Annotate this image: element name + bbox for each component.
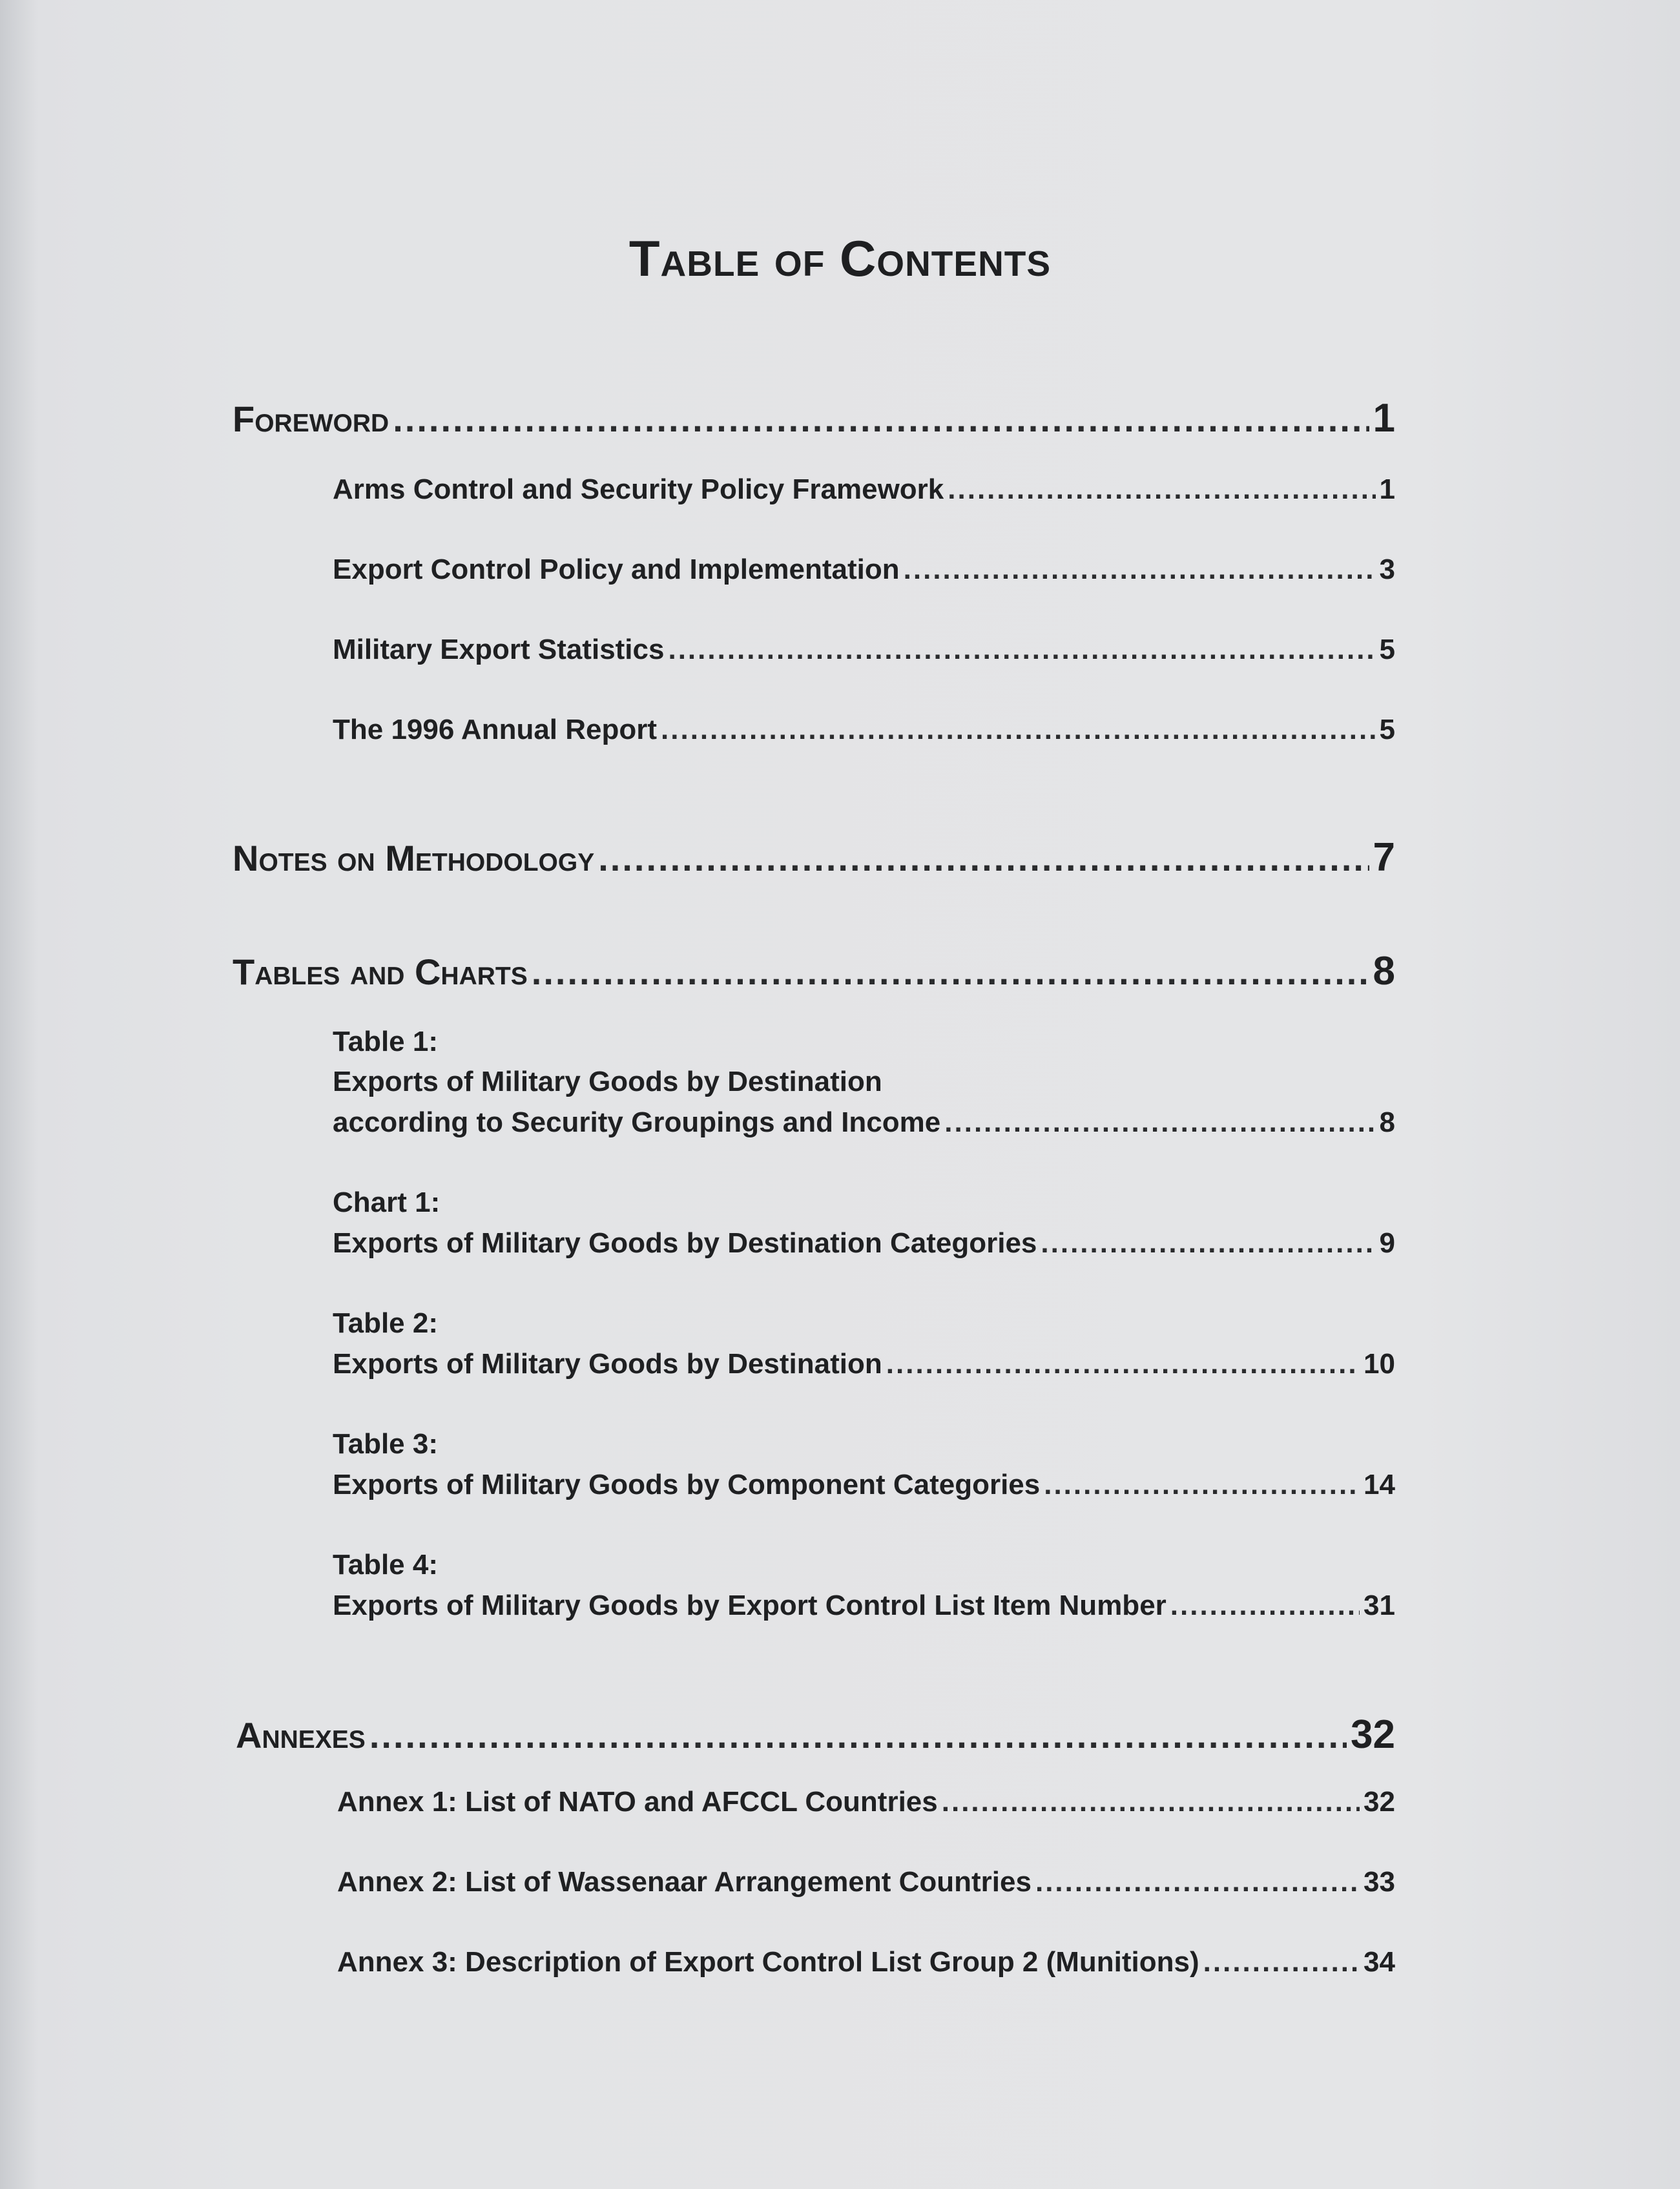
toc-label: Annexes: [236, 1715, 366, 1756]
dot-leader: [598, 837, 1369, 879]
toc-entry-annex2[interactable]: [337, 1866, 1395, 1898]
toc-label: Annex 1: List of NATO and AFCCL Countries: [337, 1786, 938, 1818]
toc-page-number: 33: [1364, 1866, 1395, 1898]
toc-entry-annexes[interactable]: [236, 1712, 1395, 1758]
dot-leader: [1044, 1469, 1360, 1501]
toc-entry-arms-control[interactable]: [333, 473, 1395, 506]
dot-leader: [369, 1714, 1347, 1756]
toc-label: Export Control Policy and Implementation: [333, 554, 900, 585]
dot-leader: [1041, 1227, 1375, 1260]
dot-leader: [1035, 1866, 1360, 1898]
toc-label: Arms Control and Security Policy Framework: [333, 473, 944, 505]
toc-entry-chart1[interactable]: [333, 1227, 1395, 1260]
dot-leader: [942, 1786, 1360, 1818]
toc-page-number: 14: [1364, 1469, 1395, 1500]
toc-page-number: 9: [1379, 1227, 1395, 1259]
toc-label: Tables and Charts: [233, 951, 528, 992]
toc-entry-table4[interactable]: [333, 1590, 1395, 1622]
toc-page-number: 7: [1373, 835, 1395, 880]
toc-page-number: 10: [1364, 1348, 1395, 1380]
toc-page-number: 5: [1379, 634, 1395, 665]
toc-label: according to Security Groupings and Income: [333, 1106, 941, 1138]
toc-page-number: 1: [1373, 396, 1395, 441]
toc-page-number: 31: [1364, 1590, 1395, 1621]
dot-leader: [886, 1348, 1360, 1380]
toc-label: Exports of Military Goods by Export Control List Item Number: [333, 1590, 1167, 1621]
toc-label: Annex 2: List of Wassenaar Arrangement Countries: [337, 1866, 1032, 1898]
toc-entry-annex1[interactable]: [337, 1786, 1395, 1818]
toc-page-number: 8: [1379, 1106, 1395, 1138]
toc-page-number: 8: [1373, 949, 1395, 993]
dot-leader: [532, 951, 1369, 993]
page-title: Table of Contents: [628, 230, 1052, 287]
toc-label: The 1996 Annual Report: [333, 714, 658, 745]
toc-label: Exports of Military Goods by Destination: [333, 1348, 882, 1380]
table1-title-line1: Exports of Military Goods by Destination: [333, 1066, 882, 1097]
toc-page-number: 32: [1351, 1712, 1395, 1757]
toc-label: Notes on Methodology: [233, 838, 595, 878]
toc-page-number: 32: [1364, 1786, 1395, 1818]
toc-page-number: 1: [1379, 473, 1395, 505]
toc-entry-military-stats[interactable]: [333, 634, 1395, 666]
toc-label: Exports of Military Goods by Component Categories: [333, 1469, 1041, 1500]
table3-heading: Table 3:: [333, 1428, 439, 1460]
dot-leader: [668, 634, 1375, 666]
toc-entry-export-policy[interactable]: [333, 554, 1395, 586]
toc-entry-table3[interactable]: [333, 1469, 1395, 1501]
toc-entry-foreword[interactable]: [233, 395, 1395, 441]
table4-heading: Table 4:: [333, 1549, 439, 1581]
toc-entry-annual-report[interactable]: [333, 714, 1395, 746]
toc-label: Military Export Statistics: [333, 634, 665, 665]
table1-heading: Table 1:: [333, 1026, 439, 1057]
toc-entry-annex3[interactable]: [337, 1946, 1395, 1978]
toc-page-number: 3: [1379, 554, 1395, 585]
dot-leader: [944, 1106, 1375, 1139]
chart1-heading: Chart 1:: [333, 1187, 441, 1218]
toc-entry-tables-charts[interactable]: [233, 948, 1395, 994]
dot-leader: [661, 714, 1375, 746]
dot-leader: [1170, 1590, 1360, 1622]
toc-label: Foreword: [233, 399, 389, 439]
dot-leader: [904, 554, 1376, 586]
dot-leader: [393, 398, 1369, 440]
toc-entry-methodology[interactable]: [233, 835, 1395, 880]
toc-page-number: 5: [1379, 714, 1395, 745]
dot-leader: [948, 473, 1375, 506]
dot-leader: [1203, 1946, 1360, 1978]
toc-entry-table2[interactable]: [333, 1348, 1395, 1380]
toc-page-number: 34: [1364, 1946, 1395, 1978]
toc-label: Annex 3: Description of Export Control List Group 2 (Munitions): [337, 1946, 1199, 1978]
toc-entry-table1[interactable]: [333, 1106, 1395, 1139]
toc-label: Exports of Military Goods by Destination Categories: [333, 1227, 1037, 1259]
table2-heading: Table 2:: [333, 1307, 439, 1339]
